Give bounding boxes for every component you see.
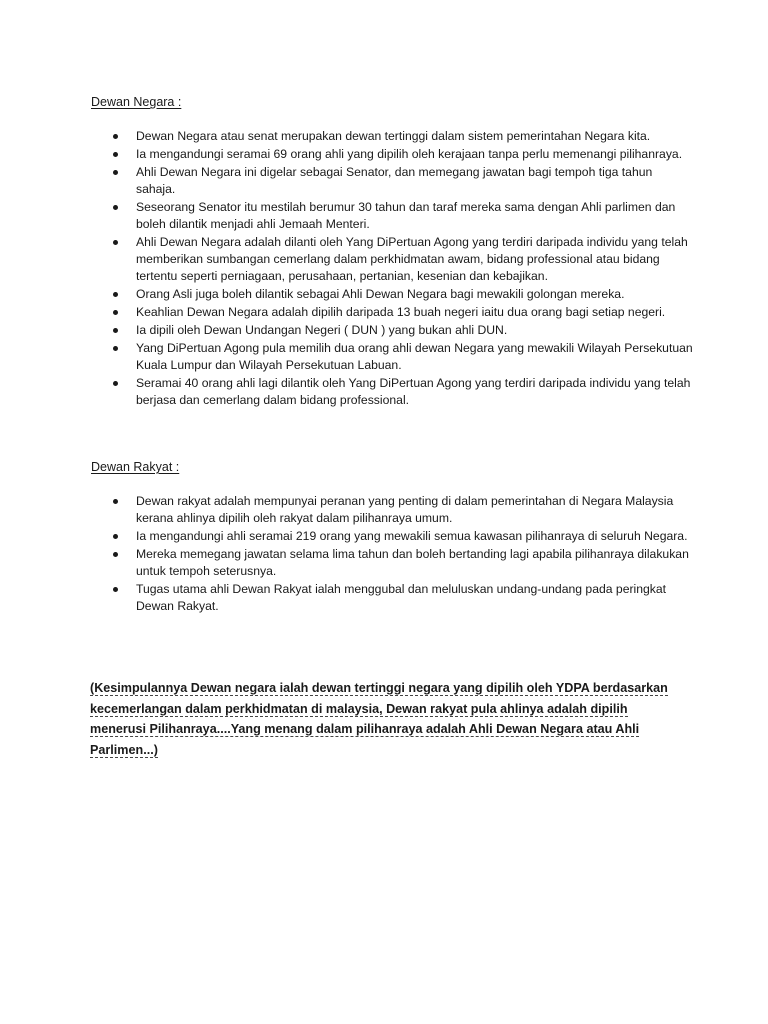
bullet-icon xyxy=(113,292,118,297)
list-item-text: Ahli Dewan Negara adalah dilanti oleh Yang DiPertuan Agong yang terdiri daripada individu yang telah memberikan sumbangan cemerlang dalam perkhidmatan awam, bidang professional atau bidang tertentu seperti perniagaan, perusahaan, pertanian, kesenian dan kebajikan. xyxy=(136,235,688,283)
list-item xyxy=(113,340,693,374)
list-dewan-rakyat xyxy=(113,493,693,616)
list-item-text: Mereka memegang jawatan selama lima tahun dan boleh bertanding lagi apabila pilihanraya dilakukan untuk tempoh seterusnya. xyxy=(136,547,689,578)
list-item-text: Ia dipili oleh Dewan Undangan Negeri ( DUN ) yang bukan ahli DUN. xyxy=(136,323,508,337)
bullet-icon xyxy=(113,310,118,315)
list-item-text: Yang DiPertuan Agong pula memilih dua orang ahli dewan Negara yang mewakili Wilayah Persekutuan Kuala Lumpur dan Wilayah Persekutuan Labuan. xyxy=(136,341,693,372)
heading-dewan-rakyat: Dewan Rakyat : xyxy=(91,460,180,474)
list-dewan-negara xyxy=(113,128,693,410)
bullet-icon xyxy=(113,170,118,175)
list-item xyxy=(113,164,693,198)
bullet-icon xyxy=(113,346,118,351)
list-item xyxy=(113,493,693,527)
bullet-icon xyxy=(113,134,118,139)
list-item xyxy=(113,375,693,409)
conclusion-paragraph xyxy=(90,678,680,760)
heading-dewan-negara: Dewan Negara : xyxy=(91,95,182,109)
bullet-icon xyxy=(113,205,118,210)
bullet-icon xyxy=(113,587,118,592)
list-item xyxy=(113,146,693,163)
list-item xyxy=(113,199,693,233)
bullet-icon xyxy=(113,499,118,504)
list-item xyxy=(113,546,693,580)
list-item-text: Ia mengandungi ahli seramai 219 orang yang mewakili semua kawasan pilihanraya di seluruh Negara. xyxy=(136,529,688,543)
list-item-text: Tugas utama ahli Dewan Rakyat ialah menggubal dan meluluskan undang-undang pada peringkat Dewan Rakyat. xyxy=(136,582,667,613)
list-item-text: Seramai 40 orang ahli lagi dilantik oleh Yang DiPertuan Agong yang terdiri daripada individu yang telah berjasa dan cemerlang dalam bidang professional. xyxy=(136,376,691,407)
list-item-text: Dewan Negara atau senat merupakan dewan tertinggi dalam sistem pemerintahan Negara kita. xyxy=(136,129,651,143)
list-item xyxy=(113,581,693,615)
list-item-text: Orang Asli juga boleh dilantik sebagai Ahli Dewan Negara bagi mewakili golongan mereka. xyxy=(136,287,625,301)
bullet-icon xyxy=(113,240,118,245)
list-item xyxy=(113,234,693,285)
list-item-text: Dewan rakyat adalah mempunyai peranan yang penting di dalam pemerintahan di Negara Malaysia kerana ahlinya dipilih oleh rakyat dalam pilihanraya umum. xyxy=(136,494,674,525)
bullet-icon xyxy=(113,381,118,386)
conclusion-text: (Kesimpulannya Dewan negara ialah dewan tertinggi negara yang dipilih oleh YDPA berdasarkan kecemerlangan dalam perkhidmatan di malaysia, Dewan rakyat pula ahlinya adalah dipilih menerusi Pilihanraya....Yang menang dalam pilihanraya adalah Ahli Dewan Negara atau Ahli Parlimen...) xyxy=(90,681,668,757)
list-item xyxy=(113,286,693,303)
list-item xyxy=(113,128,693,145)
list-item-text: Keahlian Dewan Negara adalah dipilih daripada 13 buah negeri iaitu dua orang bagi setiap negeri. xyxy=(136,305,666,319)
bullet-icon xyxy=(113,328,118,333)
bullet-icon xyxy=(113,552,118,557)
bullet-icon xyxy=(113,534,118,539)
list-item xyxy=(113,528,693,545)
list-item xyxy=(113,322,693,339)
list-item-text: Ahli Dewan Negara ini digelar sebagai Senator, dan memegang jawatan bagi tempoh tiga tahun sahaja. xyxy=(136,165,653,196)
list-item xyxy=(113,304,693,321)
list-item-text: Ia mengandungi seramai 69 orang ahli yang dipilih oleh kerajaan tanpa perlu memenangi pilihanraya. xyxy=(136,147,683,161)
bullet-icon xyxy=(113,152,118,157)
list-item-text: Seseorang Senator itu mestilah berumur 30 tahun dan taraf mereka sama dengan Ahli parlimen dan boleh dilantik menjadi ahli Jemaah Menteri. xyxy=(136,200,676,231)
